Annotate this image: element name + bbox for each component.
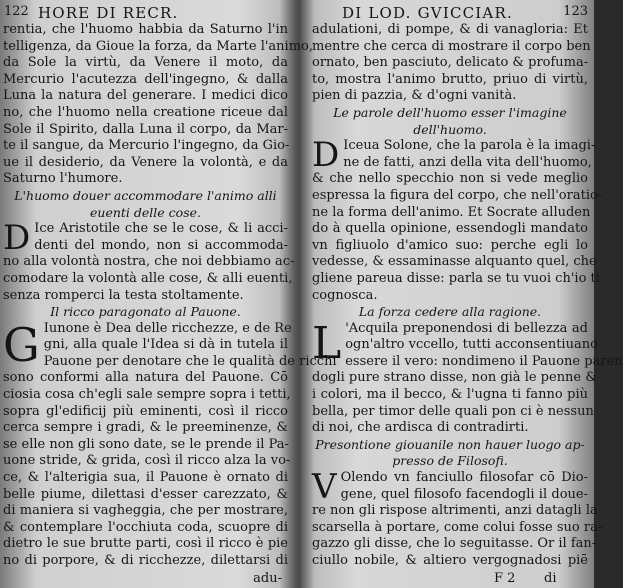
text-line: cognosca. [312, 287, 378, 303]
section-heading: La forza cedere alla ragione. [358, 304, 542, 320]
text-line: uone stride, & grida, così il ricco alza la vo- [3, 453, 291, 469]
running-title: DI LOD. GVICCIAR. [342, 4, 513, 22]
text-line: ce, & l'alterigia sua, il Pauone è ornato di [3, 470, 288, 486]
text-line: ornato, ben pasciuto, delicato & profuma- [312, 55, 589, 71]
text-line: ciosia cosa ch'egli sale sempre sopra i tetti, [3, 387, 291, 403]
page-number: 122 [4, 4, 29, 19]
text-line: mentre che cerca di mostrare il corpo ben [312, 38, 591, 54]
drop-cap: G [3, 317, 40, 372]
text-line: ciullo nobile, & altiero vergognadosi piē [312, 553, 588, 568]
text-line: gazzo gli disse, che lo seguitasse. Or il fan- [312, 536, 597, 552]
paragraph [312, 135, 596, 176]
signature-mark: F 2 [494, 571, 516, 586]
left-running-head [4, 4, 290, 22]
text-line: Olendo vn fanciullo filosofar cō Dio- [340, 470, 588, 486]
text-line: re non gli rispose altrimenti, anzi datagli la [312, 503, 598, 519]
text-line: sono conformi alla natura del Pauone. Cō [3, 370, 288, 386]
text-line: te il sangue, da Mercurio l'ingegno, da Gio- [3, 138, 290, 154]
text-line: gene, quel filosofo facendogli il doue- [340, 486, 588, 502]
drop-cap: D [312, 135, 340, 176]
text-line: ne de fatti, anzi della vita dell'huomo, [343, 154, 592, 170]
text-line: no, che l'huomo nella creatione riceue dal [3, 104, 288, 120]
text-line: gni, alla quale l'Idea si dà in tutela il [43, 337, 288, 353]
text-line: 'Acquila preponendosi di bellezza ad [345, 320, 588, 336]
text-line: vedesse, & essaminasse alquanto quel, che [312, 254, 597, 270]
paragraph [3, 22, 314, 188]
text-line: comodare la volontà alle cose, & alli euenti, [3, 270, 293, 286]
drop-cap: L [312, 317, 342, 369]
text-line: cerca sempre i gradi, & le preeminenze, & [3, 420, 288, 436]
text-line: vn figliuolo d'amico suo: perche egli lo [312, 237, 588, 253]
text-line: & contemplare l'occhiuta coda, scuopre di [3, 519, 288, 535]
right-page [298, 0, 623, 588]
text-line: adulationi, di pompe, & di vanagloria: Et [312, 22, 588, 37]
section-heading: euenti delle cose. [90, 204, 201, 220]
text-line: Luna la natura del generare. I medici dico [3, 88, 288, 104]
text-line: espressa la figura del corpo, che nell'oratio- [312, 187, 603, 203]
text-line: Pauone per denotare che le qualità de ricchi [43, 353, 337, 369]
text-line: se elle non gli sono date, se le prende il Pa- [3, 436, 289, 452]
text-line: senza romperci la testa stoltamente. [3, 287, 244, 303]
drop-cap: V [312, 467, 337, 508]
text-line: Sole il Spirito, dalla Luna il corpo, da Mar- [3, 121, 288, 137]
text-line: bella, per timor delle quali pon ci è nessun [312, 403, 594, 419]
running-title: HORE DI RECR. [38, 4, 179, 22]
text-line: do à quella opinione, essendogli mandato [312, 221, 588, 237]
section-heading: dell'huomo. [413, 121, 487, 137]
catchword: di [544, 571, 557, 586]
text-line: da Sole la virtù, da Venere il moto, da [3, 55, 288, 71]
text-line: Iceua Solone, che la parola è la imagi- [343, 138, 596, 154]
text-line: rentia, che l'huomo habbia da Saturno l'in [3, 22, 288, 37]
paragraph [312, 467, 588, 508]
page-number: 123 [563, 4, 588, 19]
text-line: belle piume, dilettasi d'esser carezzato, & [3, 486, 288, 502]
text-line: di noi, che ardisca di contradirti. [312, 420, 529, 436]
text-line: scarsella à portare, come colui fosse suo ra- [312, 519, 603, 535]
text-line: no alla volontà nostra, che noi debbiamo ac- [3, 254, 295, 270]
text-line: i colori, ma il becco, & l'ugna ti fanno più [312, 387, 588, 403]
drop-cap: D [3, 218, 31, 259]
section-heading: Le parole dell'huomo esser l'imagine [333, 104, 567, 120]
right-text-block [312, 22, 623, 570]
section-heading: Il ricco paragonato al Pauone. [50, 304, 241, 320]
text-line: gliene pareua disse: parla se tu vuoi ch'io ti [312, 270, 600, 286]
text-line: to, mostra l'animo brutto, priuo di virtù, [312, 71, 588, 87]
text-line: denti del mondo, non si accommoda- [34, 237, 288, 253]
text-line: telligenza, da Gioue la forza, da Marte l'animo, [3, 38, 314, 54]
catchword: adu- [253, 571, 282, 586]
text-line: dogli pure strano disse, non già le penne & [312, 370, 597, 386]
text-line: Saturno l'humore. [3, 171, 123, 187]
text-line: sopra gl'edificij più eminenti, così il ricco [3, 403, 288, 419]
text-line: ogn'altro vccello, tutti acconsentiuano [345, 337, 598, 353]
text-line: Ice Aristotile che se le cose, & li acci- [34, 221, 288, 237]
section-heading: presso de Filosofi. [392, 453, 508, 469]
text-line: no di porpore, & di ricchezze, dilettarsi di [3, 553, 288, 568]
text-line: Mercurio l'acutezza dell'ingegno, & dalla [3, 71, 288, 87]
text-line: essere il vero: nondimeno il Pauone paren [345, 353, 623, 369]
text-line: ne la forma dell'animo. Et Socrate alluden [312, 204, 591, 220]
text-line: ue il desiderio, da Venere la volontà, e da [3, 154, 288, 170]
text-line: & che nello specchio non si vede meglio [312, 171, 588, 187]
text-line: di maniera si vagheggia, che per mostrare, [3, 503, 288, 519]
text-line: pien di pazzia, & d'ogni vanità. [312, 88, 517, 104]
section-heading: Presontione giouanile non hauer luogo ap- [315, 436, 585, 452]
text-line: Iunone è Dea delle ricchezze, e de Re [43, 320, 292, 336]
paragraph [312, 317, 623, 371]
right-running-head [302, 4, 588, 22]
left-text-block [3, 22, 337, 570]
paragraph [3, 317, 337, 372]
left-footer [253, 571, 282, 586]
text-line: dietro le sue brutte parti, così il ricco è pie [3, 536, 288, 552]
paragraph [3, 218, 288, 259]
section-heading: L'huomo douer accommodare l'animo alli [14, 187, 277, 203]
